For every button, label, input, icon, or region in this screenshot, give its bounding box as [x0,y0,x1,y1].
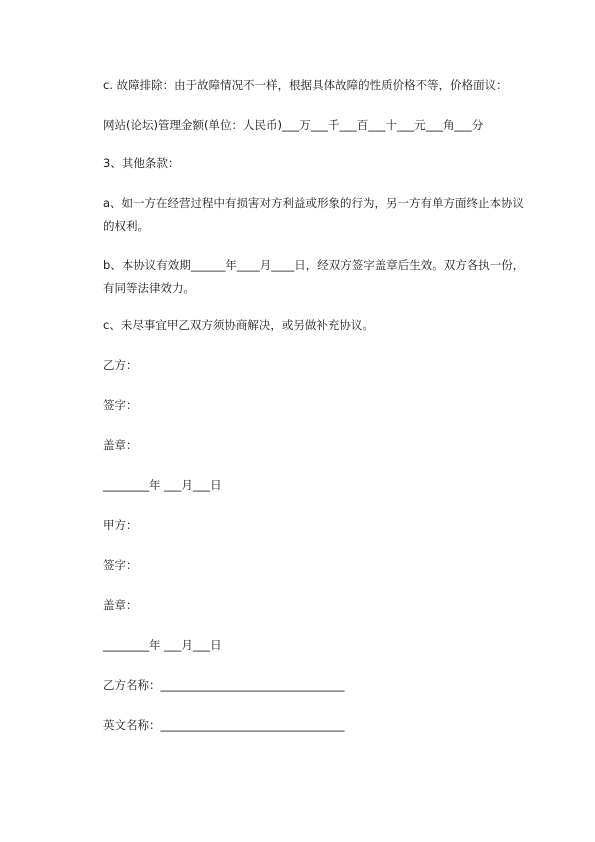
party-b-date: ________年 ___月___日 [103,478,222,492]
english-name-line: 英文名称：________________________________ [103,718,345,732]
party-b-sign: 签字： [103,398,138,412]
section-heading-3: 3、其他条款： [103,156,180,170]
clause-b: b、本协议有效期______年____月____日，经双方签字盖章后生效。双方各执一份，有同等法律效力。 [103,258,525,295]
party-a-sign: 签字： [103,558,138,572]
party-b-label: 乙方： [103,358,138,372]
party-b-name-line: 乙方名称：________________________________ [103,678,345,692]
party-a-seal: 盖章： [103,598,138,612]
fault-clause: c. 故障排除：由于故障情况不一样，根据具体故障的性质价格不等，价格面议： [103,78,508,92]
party-a-date: ________年 ___月___日 [103,638,222,652]
clause-c: c、未尽事宜甲乙双方须协商解决，或另做补充协议。 [103,318,374,332]
management-fee-line: 网站(论坛)管理金额(单位：人民币)___万___千___百___十___元___角___分 [103,118,484,132]
party-a-label: 甲方： [103,518,138,532]
party-b-seal: 盖章： [103,438,138,452]
clause-a: a、如一方在经营过程中有损害对方利益或形象的行为，另一方有单方面终止本协议的权利。 [103,196,525,233]
